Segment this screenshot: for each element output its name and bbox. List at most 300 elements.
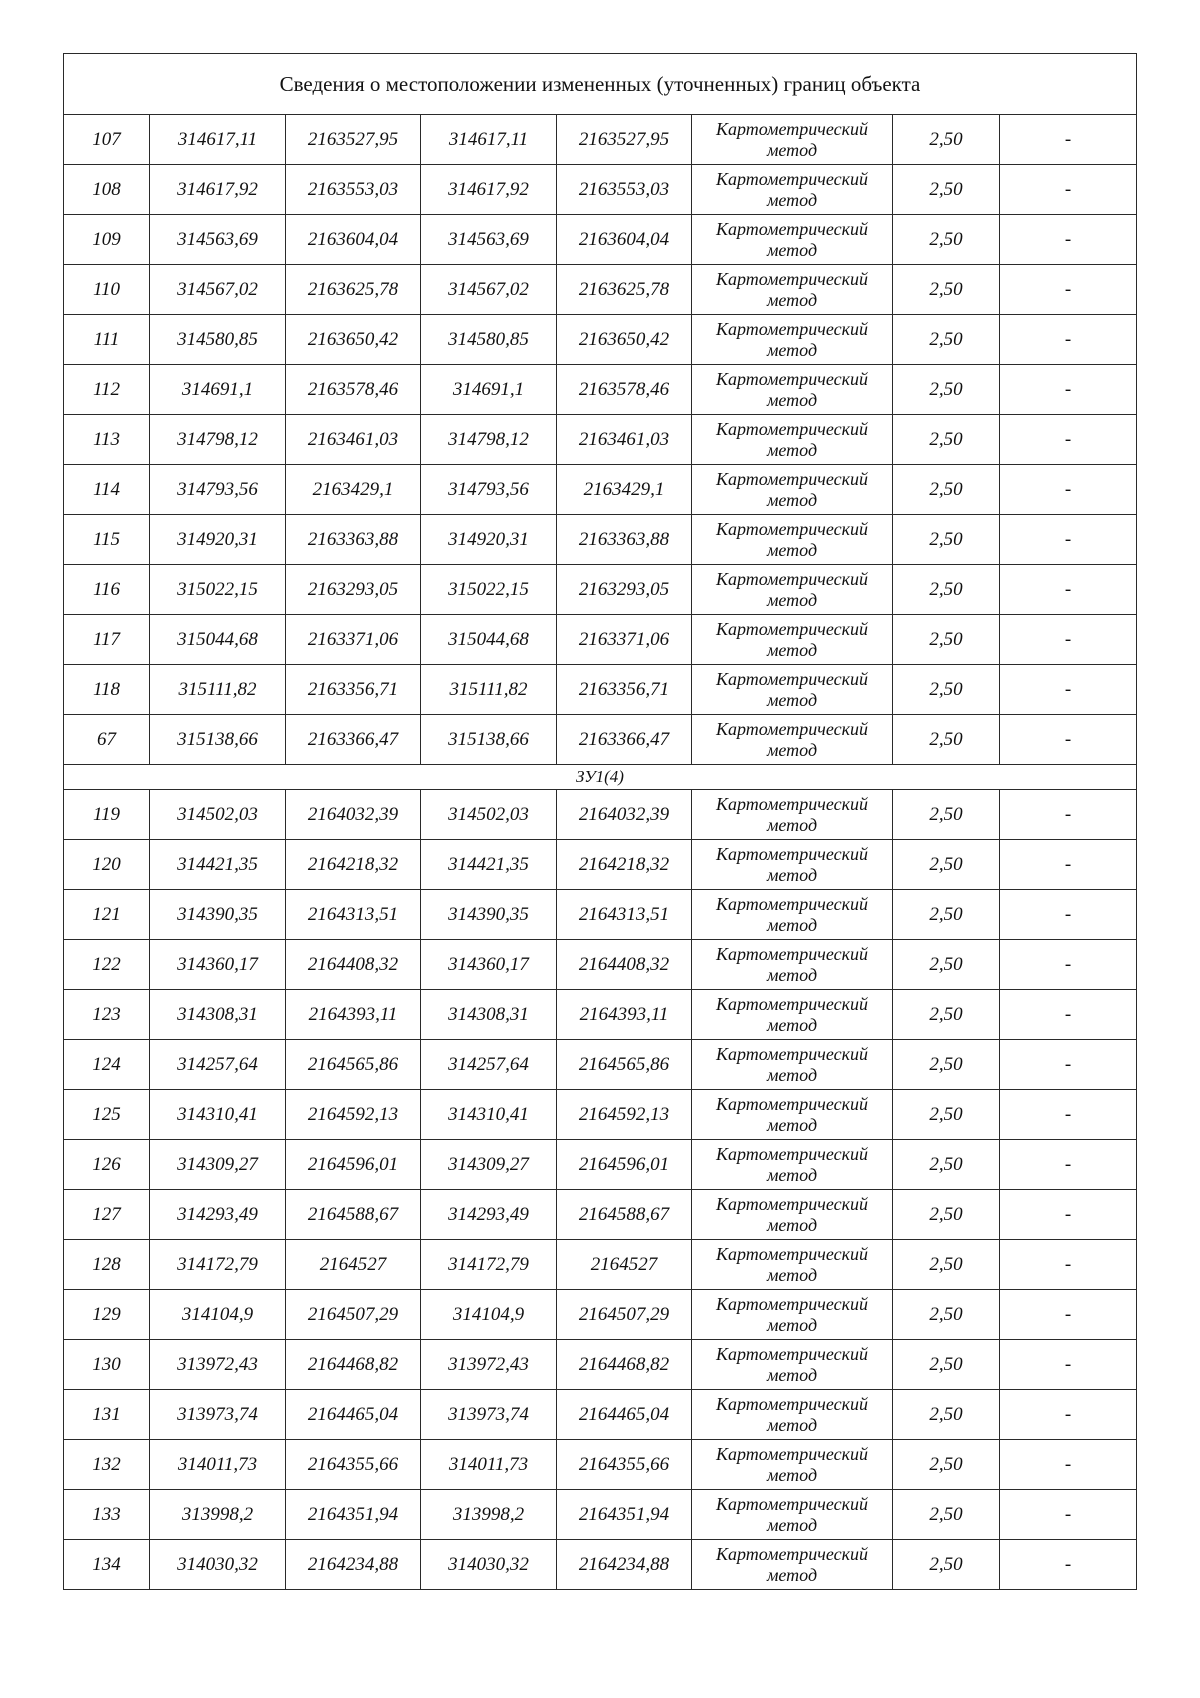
y-new: 2164565,86	[557, 1040, 692, 1090]
method-line-1: Картометрический	[715, 993, 868, 1014]
note: -	[1000, 715, 1137, 765]
method-line-1: Картометрический	[715, 668, 868, 689]
method-line-2: метод	[766, 739, 818, 760]
note: -	[1000, 415, 1137, 465]
x-existing: 314360,17	[150, 940, 286, 990]
point-number: 129	[64, 1290, 150, 1340]
note: -	[1000, 1090, 1137, 1140]
x-existing: 315111,82	[150, 665, 286, 715]
point-number: 121	[64, 890, 150, 940]
accuracy: 2,50	[893, 565, 1000, 615]
note: -	[1000, 565, 1137, 615]
method-line-1: Картометрический	[715, 843, 868, 864]
y-existing: 2163429,1	[286, 465, 421, 515]
method-cell	[692, 1390, 893, 1440]
note: -	[1000, 665, 1137, 715]
method-line-1: Картометрический	[715, 468, 868, 489]
x-new: 314580,85	[421, 315, 557, 365]
x-existing: 313972,43	[150, 1340, 286, 1390]
x-existing: 314793,56	[150, 465, 286, 515]
x-existing: 314011,73	[150, 1440, 286, 1490]
x-new: 313998,2	[421, 1490, 557, 1540]
x-existing: 313998,2	[150, 1490, 286, 1540]
x-new: 314502,03	[421, 790, 557, 840]
method-line-1: Картометрический	[715, 1143, 868, 1164]
method-line-1: Картометрический	[715, 1293, 868, 1314]
x-existing: 314421,35	[150, 840, 286, 890]
method-line-2: метод	[766, 1014, 818, 1035]
point-number: 123	[64, 990, 150, 1040]
table-row	[64, 990, 1137, 1040]
y-new: 2164355,66	[557, 1440, 692, 1490]
y-existing: 2164465,04	[286, 1390, 421, 1440]
table-row	[64, 565, 1137, 615]
y-new: 2164465,04	[557, 1390, 692, 1440]
accuracy: 2,50	[893, 1140, 1000, 1190]
method-line-2: метод	[766, 589, 818, 610]
y-new: 2163553,03	[557, 165, 692, 215]
coordinates-table	[63, 53, 1137, 1590]
y-existing: 2163650,42	[286, 315, 421, 365]
point-number: 118	[64, 665, 150, 715]
y-existing: 2164565,86	[286, 1040, 421, 1090]
y-new: 2164527	[557, 1240, 692, 1290]
method-cell	[692, 365, 893, 415]
point-number: 130	[64, 1340, 150, 1390]
accuracy: 2,50	[893, 415, 1000, 465]
table-row	[64, 665, 1137, 715]
x-existing: 314691,1	[150, 365, 286, 415]
x-existing: 314617,92	[150, 165, 286, 215]
accuracy: 2,50	[893, 940, 1000, 990]
method-cell	[692, 940, 893, 990]
note: -	[1000, 840, 1137, 890]
point-number: 134	[64, 1540, 150, 1590]
x-existing: 314567,02	[150, 265, 286, 315]
accuracy: 2,50	[893, 1440, 1000, 1490]
y-existing: 2163461,03	[286, 415, 421, 465]
method-line-1: Картометрический	[715, 1243, 868, 1264]
x-new: 314390,35	[421, 890, 557, 940]
note: -	[1000, 615, 1137, 665]
x-new: 314030,32	[421, 1540, 557, 1590]
method-line-1: Картометрический	[715, 1093, 868, 1114]
accuracy: 2,50	[893, 465, 1000, 515]
note: -	[1000, 990, 1137, 1040]
point-number: 124	[64, 1040, 150, 1090]
method-line-2: метод	[766, 814, 818, 835]
accuracy: 2,50	[893, 315, 1000, 365]
y-new: 2164596,01	[557, 1140, 692, 1190]
y-new: 2164032,39	[557, 790, 692, 840]
y-new: 2164588,67	[557, 1190, 692, 1240]
y-new: 2164408,32	[557, 940, 692, 990]
point-number: 128	[64, 1240, 150, 1290]
method-line-1: Картометрический	[715, 618, 868, 639]
method-cell	[692, 1490, 893, 1540]
y-new: 2164218,32	[557, 840, 692, 890]
note: -	[1000, 1440, 1137, 1490]
x-new: 315022,15	[421, 565, 557, 615]
method-cell	[692, 265, 893, 315]
x-existing: 314104,9	[150, 1290, 286, 1340]
table-row	[64, 1540, 1137, 1590]
x-new: 314104,9	[421, 1290, 557, 1340]
method-line-1: Картометрический	[715, 718, 868, 739]
point-number: 116	[64, 565, 150, 615]
y-new: 2163461,03	[557, 415, 692, 465]
method-cell	[692, 790, 893, 840]
note: -	[1000, 515, 1137, 565]
x-new: 314920,31	[421, 515, 557, 565]
y-new: 2164234,88	[557, 1540, 692, 1590]
point-number: 126	[64, 1140, 150, 1190]
accuracy: 2,50	[893, 1090, 1000, 1140]
x-new: 314309,27	[421, 1140, 557, 1190]
method-line-1: Картометрический	[715, 1493, 868, 1514]
y-existing: 2163527,95	[286, 115, 421, 165]
x-new: 315044,68	[421, 615, 557, 665]
note: -	[1000, 115, 1137, 165]
point-number: 132	[64, 1440, 150, 1490]
x-existing: 314580,85	[150, 315, 286, 365]
table-row	[64, 165, 1137, 215]
y-existing: 2164234,88	[286, 1540, 421, 1590]
y-existing: 2163363,88	[286, 515, 421, 565]
section-label-row	[64, 765, 1137, 790]
accuracy: 2,50	[893, 1540, 1000, 1590]
method-cell	[692, 465, 893, 515]
method-line-1: Картометрический	[715, 1543, 868, 1564]
point-number: 113	[64, 415, 150, 465]
x-new: 314310,41	[421, 1090, 557, 1140]
method-cell	[692, 1240, 893, 1290]
note: -	[1000, 465, 1137, 515]
y-existing: 2164408,32	[286, 940, 421, 990]
accuracy: 2,50	[893, 890, 1000, 940]
method-line-2: метод	[766, 339, 818, 360]
accuracy: 2,50	[893, 615, 1000, 665]
method-line-2: метод	[766, 1364, 818, 1385]
table-row	[64, 1240, 1137, 1290]
method-line-1: Картометрический	[715, 1043, 868, 1064]
accuracy: 2,50	[893, 715, 1000, 765]
x-new: 315111,82	[421, 665, 557, 715]
method-line-2: метод	[766, 239, 818, 260]
method-line-2: метод	[766, 1314, 818, 1335]
table-row	[64, 1290, 1137, 1340]
table-title: Сведения о местоположении измененных (уточненных) границ объекта	[64, 54, 1137, 115]
method-line-2: метод	[766, 1464, 818, 1485]
x-existing: 314310,41	[150, 1090, 286, 1140]
note: -	[1000, 1290, 1137, 1340]
y-new: 2164393,11	[557, 990, 692, 1040]
x-existing: 314390,35	[150, 890, 286, 940]
accuracy: 2,50	[893, 1340, 1000, 1390]
table-row	[64, 1140, 1137, 1190]
table-row	[64, 840, 1137, 890]
x-new: 314172,79	[421, 1240, 557, 1290]
method-cell	[692, 165, 893, 215]
y-new: 2163356,71	[557, 665, 692, 715]
method-cell	[692, 1040, 893, 1090]
x-existing: 314798,12	[150, 415, 286, 465]
method-line-1: Картометрический	[715, 893, 868, 914]
table-row	[64, 215, 1137, 265]
table-row	[64, 465, 1137, 515]
accuracy: 2,50	[893, 790, 1000, 840]
x-new: 314308,31	[421, 990, 557, 1040]
x-existing: 315022,15	[150, 565, 286, 615]
note: -	[1000, 1540, 1137, 1590]
y-new: 2163363,88	[557, 515, 692, 565]
table-title-row	[64, 54, 1137, 115]
accuracy: 2,50	[893, 1040, 1000, 1090]
point-number: 111	[64, 315, 150, 365]
y-new: 2164313,51	[557, 890, 692, 940]
y-existing: 2163366,47	[286, 715, 421, 765]
accuracy: 2,50	[893, 1290, 1000, 1340]
point-number: 125	[64, 1090, 150, 1140]
x-new: 314798,12	[421, 415, 557, 465]
y-existing: 2164588,67	[286, 1190, 421, 1240]
x-new: 313973,74	[421, 1390, 557, 1440]
method-line-2: метод	[766, 489, 818, 510]
method-line-2: метод	[766, 1264, 818, 1285]
note: -	[1000, 1340, 1137, 1390]
point-number: 108	[64, 165, 150, 215]
y-new: 2163371,06	[557, 615, 692, 665]
y-existing: 2164507,29	[286, 1290, 421, 1340]
y-existing: 2164313,51	[286, 890, 421, 940]
accuracy: 2,50	[893, 115, 1000, 165]
method-cell	[692, 1190, 893, 1240]
method-line-1: Картометрический	[715, 1443, 868, 1464]
y-existing: 2164596,01	[286, 1140, 421, 1190]
y-existing: 2163578,46	[286, 365, 421, 415]
point-number: 133	[64, 1490, 150, 1540]
accuracy: 2,50	[893, 665, 1000, 715]
y-existing: 2163553,03	[286, 165, 421, 215]
method-cell	[692, 1290, 893, 1340]
y-new: 2163650,42	[557, 315, 692, 365]
note: -	[1000, 165, 1137, 215]
method-line-1: Картометрический	[715, 418, 868, 439]
point-number: 107	[64, 115, 150, 165]
table-row	[64, 1040, 1137, 1090]
method-line-2: метод	[766, 914, 818, 935]
method-cell	[692, 715, 893, 765]
method-line-1: Картометрический	[715, 118, 868, 139]
method-cell	[692, 990, 893, 1040]
y-new: 2163366,47	[557, 715, 692, 765]
method-line-1: Картометрический	[715, 793, 868, 814]
note: -	[1000, 315, 1137, 365]
y-new: 2163429,1	[557, 465, 692, 515]
point-number: 112	[64, 365, 150, 415]
x-new: 314563,69	[421, 215, 557, 265]
x-existing: 314617,11	[150, 115, 286, 165]
table-row	[64, 1390, 1137, 1440]
method-line-2: метод	[766, 439, 818, 460]
method-line-2: метод	[766, 1564, 818, 1585]
y-existing: 2163293,05	[286, 565, 421, 615]
y-existing: 2164393,11	[286, 990, 421, 1040]
method-cell	[692, 215, 893, 265]
note: -	[1000, 890, 1137, 940]
method-line-2: метод	[766, 1064, 818, 1085]
method-cell	[692, 890, 893, 940]
x-existing: 314030,32	[150, 1540, 286, 1590]
method-line-1: Картометрический	[715, 168, 868, 189]
method-line-2: метод	[766, 964, 818, 985]
method-line-2: метод	[766, 289, 818, 310]
y-existing: 2163604,04	[286, 215, 421, 265]
x-existing: 314257,64	[150, 1040, 286, 1090]
accuracy: 2,50	[893, 1240, 1000, 1290]
table-row	[64, 1340, 1137, 1390]
point-number: 67	[64, 715, 150, 765]
y-existing: 2163356,71	[286, 665, 421, 715]
table-row	[64, 715, 1137, 765]
table-row	[64, 415, 1137, 465]
point-number: 131	[64, 1390, 150, 1440]
method-cell	[692, 840, 893, 890]
accuracy: 2,50	[893, 365, 1000, 415]
table-row	[64, 940, 1137, 990]
x-existing: 315138,66	[150, 715, 286, 765]
point-number: 117	[64, 615, 150, 665]
note: -	[1000, 1240, 1137, 1290]
method-line-1: Картометрический	[715, 268, 868, 289]
note: -	[1000, 790, 1137, 840]
accuracy: 2,50	[893, 840, 1000, 890]
point-number: 122	[64, 940, 150, 990]
x-new: 314617,11	[421, 115, 557, 165]
y-existing: 2163625,78	[286, 265, 421, 315]
accuracy: 2,50	[893, 265, 1000, 315]
x-existing: 313973,74	[150, 1390, 286, 1440]
accuracy: 2,50	[893, 1490, 1000, 1540]
y-existing: 2164351,94	[286, 1490, 421, 1540]
x-existing: 314920,31	[150, 515, 286, 565]
y-new: 2164592,13	[557, 1090, 692, 1140]
table-row	[64, 115, 1137, 165]
table-row	[64, 1190, 1137, 1240]
method-line-2: метод	[766, 389, 818, 410]
x-existing: 314308,31	[150, 990, 286, 1040]
x-existing: 314502,03	[150, 790, 286, 840]
y-existing: 2164468,82	[286, 1340, 421, 1390]
point-number: 127	[64, 1190, 150, 1240]
point-number: 114	[64, 465, 150, 515]
method-line-2: метод	[766, 189, 818, 210]
table-row	[64, 1490, 1137, 1540]
table-row	[64, 365, 1137, 415]
table-row	[64, 790, 1137, 840]
y-new: 2164507,29	[557, 1290, 692, 1340]
accuracy: 2,50	[893, 1390, 1000, 1440]
method-cell	[692, 315, 893, 365]
y-new: 2163578,46	[557, 365, 692, 415]
method-line-2: метод	[766, 689, 818, 710]
y-existing: 2163371,06	[286, 615, 421, 665]
x-new: 314691,1	[421, 365, 557, 415]
accuracy: 2,50	[893, 990, 1000, 1040]
x-new: 314567,02	[421, 265, 557, 315]
note: -	[1000, 1390, 1137, 1440]
note: -	[1000, 265, 1137, 315]
note: -	[1000, 365, 1137, 415]
method-line-2: метод	[766, 1514, 818, 1535]
method-line-1: Картометрический	[715, 1343, 868, 1364]
y-new: 2163293,05	[557, 565, 692, 615]
point-number: 110	[64, 265, 150, 315]
y-new: 2164468,82	[557, 1340, 692, 1390]
method-line-2: метод	[766, 864, 818, 885]
method-line-1: Картометрический	[715, 368, 868, 389]
method-line-2: метод	[766, 1164, 818, 1185]
method-line-2: метод	[766, 139, 818, 160]
table-row	[64, 515, 1137, 565]
accuracy: 2,50	[893, 1190, 1000, 1240]
section-label: ЗУ1(4)	[64, 765, 1137, 790]
point-number: 120	[64, 840, 150, 890]
table-row	[64, 1090, 1137, 1140]
x-existing: 315044,68	[150, 615, 286, 665]
table-row	[64, 615, 1137, 665]
x-new: 314011,73	[421, 1440, 557, 1490]
method-line-1: Картометрический	[715, 1193, 868, 1214]
y-existing: 2164527	[286, 1240, 421, 1290]
x-new: 314257,64	[421, 1040, 557, 1090]
note: -	[1000, 1140, 1137, 1190]
point-number: 115	[64, 515, 150, 565]
method-line-1: Картометрический	[715, 318, 868, 339]
method-line-1: Картометрический	[715, 218, 868, 239]
method-line-1: Картометрический	[715, 568, 868, 589]
method-line-1: Картометрический	[715, 943, 868, 964]
y-new: 2163527,95	[557, 115, 692, 165]
note: -	[1000, 215, 1137, 265]
table-row	[64, 265, 1137, 315]
y-new: 2164351,94	[557, 1490, 692, 1540]
method-cell	[692, 115, 893, 165]
x-new: 314617,92	[421, 165, 557, 215]
method-line-1: Картометрический	[715, 518, 868, 539]
table-row	[64, 1440, 1137, 1490]
x-new: 314360,17	[421, 940, 557, 990]
table-row	[64, 890, 1137, 940]
y-existing: 2164355,66	[286, 1440, 421, 1490]
accuracy: 2,50	[893, 165, 1000, 215]
x-new: 314293,49	[421, 1190, 557, 1240]
method-cell	[692, 515, 893, 565]
method-line-2: метод	[766, 1414, 818, 1435]
y-existing: 2164218,32	[286, 840, 421, 890]
x-new: 314421,35	[421, 840, 557, 890]
accuracy: 2,50	[893, 515, 1000, 565]
method-line-2: метод	[766, 1214, 818, 1235]
note: -	[1000, 1040, 1137, 1090]
x-new: 314793,56	[421, 465, 557, 515]
x-existing: 314309,27	[150, 1140, 286, 1190]
accuracy: 2,50	[893, 215, 1000, 265]
method-cell	[692, 1140, 893, 1190]
x-existing: 314293,49	[150, 1190, 286, 1240]
table-body	[64, 54, 1137, 1590]
method-line-2: метод	[766, 639, 818, 660]
